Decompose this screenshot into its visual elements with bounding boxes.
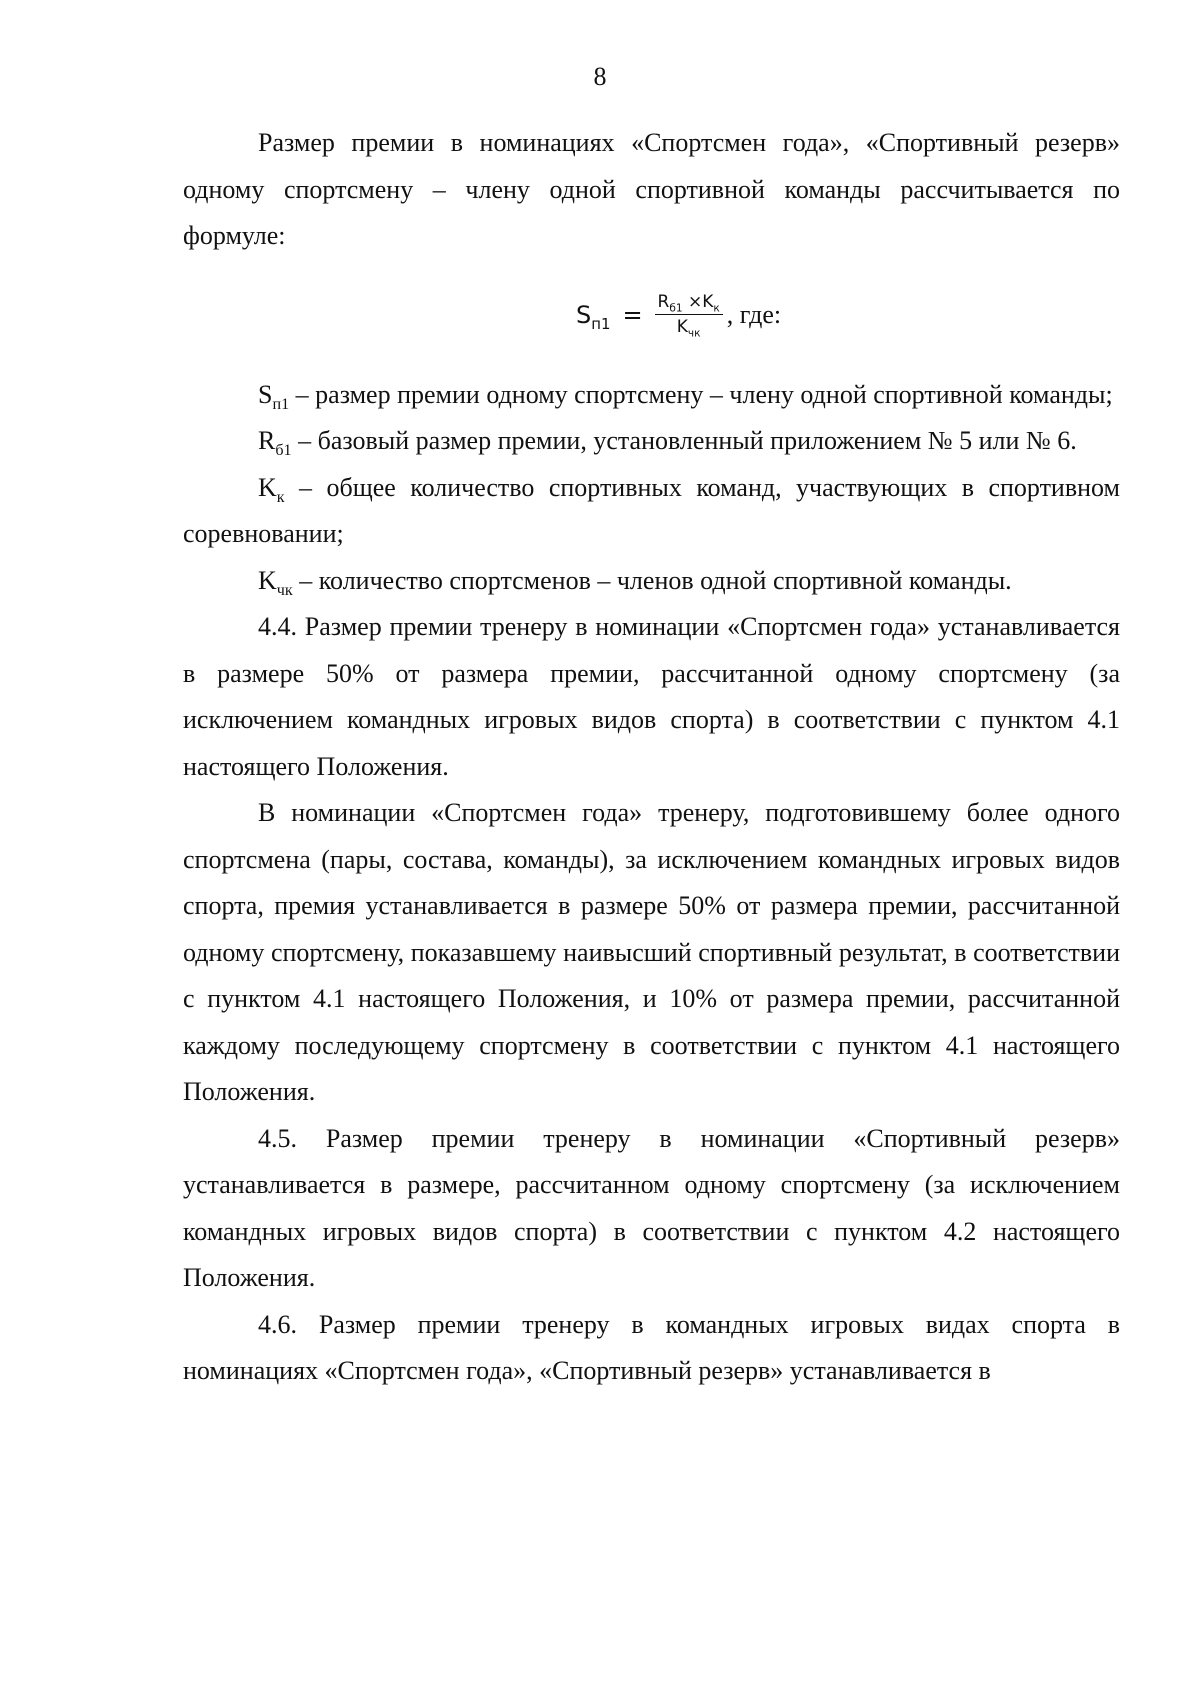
- definition-text: – базовый размер премии, установленный приложением № 5 или № 6.: [291, 426, 1077, 455]
- formula-lhs-symbol: S: [576, 300, 592, 329]
- definition-subscript: чк: [276, 581, 293, 599]
- formula-equals: =: [622, 300, 643, 329]
- paragraph-4-4: 4.4. Размер премии тренеру в номинации «Спортсмен года» устанавливается в размере 50% от размера премии, рассчитанной одному спортсмену (за исключением командных игровых видов спорта) в соответствии с пунктом 4.1 настоящего Положения.: [183, 612, 1120, 781]
- definition-symbol: S: [258, 379, 273, 409]
- formula-lhs: [576, 292, 610, 339]
- paragraph-coach-multiple-athletes: В номинации «Спортсмен года» тренеру, подготовившему более одного спортсмена (пары, состава, команды), за исключением командных игровых видов спорта, премия устанавливается в размере 50% от размера премии, рассчитанной одному спортсмену, показавшему наивысший спортивный результат, в соответствии с пунктом 4.1 настоящего Положения, и 10% от размера премии, рассчитанной каждому последующему спортсмену в соответствии с пунктом 4.1 настоящего Положения.: [183, 798, 1120, 1106]
- document-body: [183, 120, 1120, 1395]
- formula-block: [183, 260, 1120, 372]
- denominator-symbol: K: [676, 317, 688, 338]
- definition-symbol: K: [258, 565, 277, 595]
- definition-text: – общее количество спортивных команд, участвующих в спортивном соревновании;: [183, 472, 1120, 548]
- definition-subscript: п1: [272, 395, 290, 413]
- denominator-subscript: чк: [687, 327, 701, 340]
- definition-subscript: к: [276, 488, 285, 506]
- formula-numerator: [655, 292, 723, 315]
- formula-fraction: [655, 292, 723, 340]
- definition-symbol: K: [258, 472, 277, 502]
- numerator-subscript-b1: б1: [669, 302, 683, 315]
- definition-k-chk: [183, 558, 1120, 605]
- numerator-symbol-r: R: [657, 292, 670, 313]
- formula-tail: , где:: [726, 299, 782, 329]
- definition-symbol: R: [258, 426, 276, 455]
- definition-r-b1: [183, 418, 1120, 465]
- formula-denominator: [676, 315, 701, 340]
- paragraph-4-5: 4.5. Размер премии тренеру в номинации «Спортивный резерв» устанавливается в размере, рассчитанном одному спортсмену (за исключением командных игровых видов спорта) в соответствии с пунктом 4.2 настоящего Положения.: [183, 1123, 1120, 1292]
- definition-s-p1: [183, 372, 1120, 419]
- formula-lhs-subscript: п1: [591, 314, 611, 333]
- page-number: 8: [593, 62, 607, 91]
- definition-text: – количество спортсменов – членов одной спортивной команды.: [292, 565, 1012, 595]
- numerator-subscript-k: к: [713, 302, 720, 315]
- definition-text: – размер премии одному спортсмену – члену одной спортивной команды;: [289, 379, 1113, 409]
- definition-subscript: б1: [275, 442, 292, 460]
- paragraph-intro: Размер премии в номинациях «Спортсмен года», «Спортивный резерв» одному спортсмену – члену одной спортивной команды рассчитывается по формуле:: [183, 128, 1120, 250]
- premium-formula: [576, 292, 781, 339]
- numerator-operator: ×K: [682, 292, 714, 313]
- definition-k-k: [183, 465, 1120, 558]
- paragraph-4-6: 4.6. Размер премии тренеру в командных игровых видах спорта в номинациях «Спортсмен года», «Спортивный резерв» устанавливается в: [183, 1309, 1120, 1385]
